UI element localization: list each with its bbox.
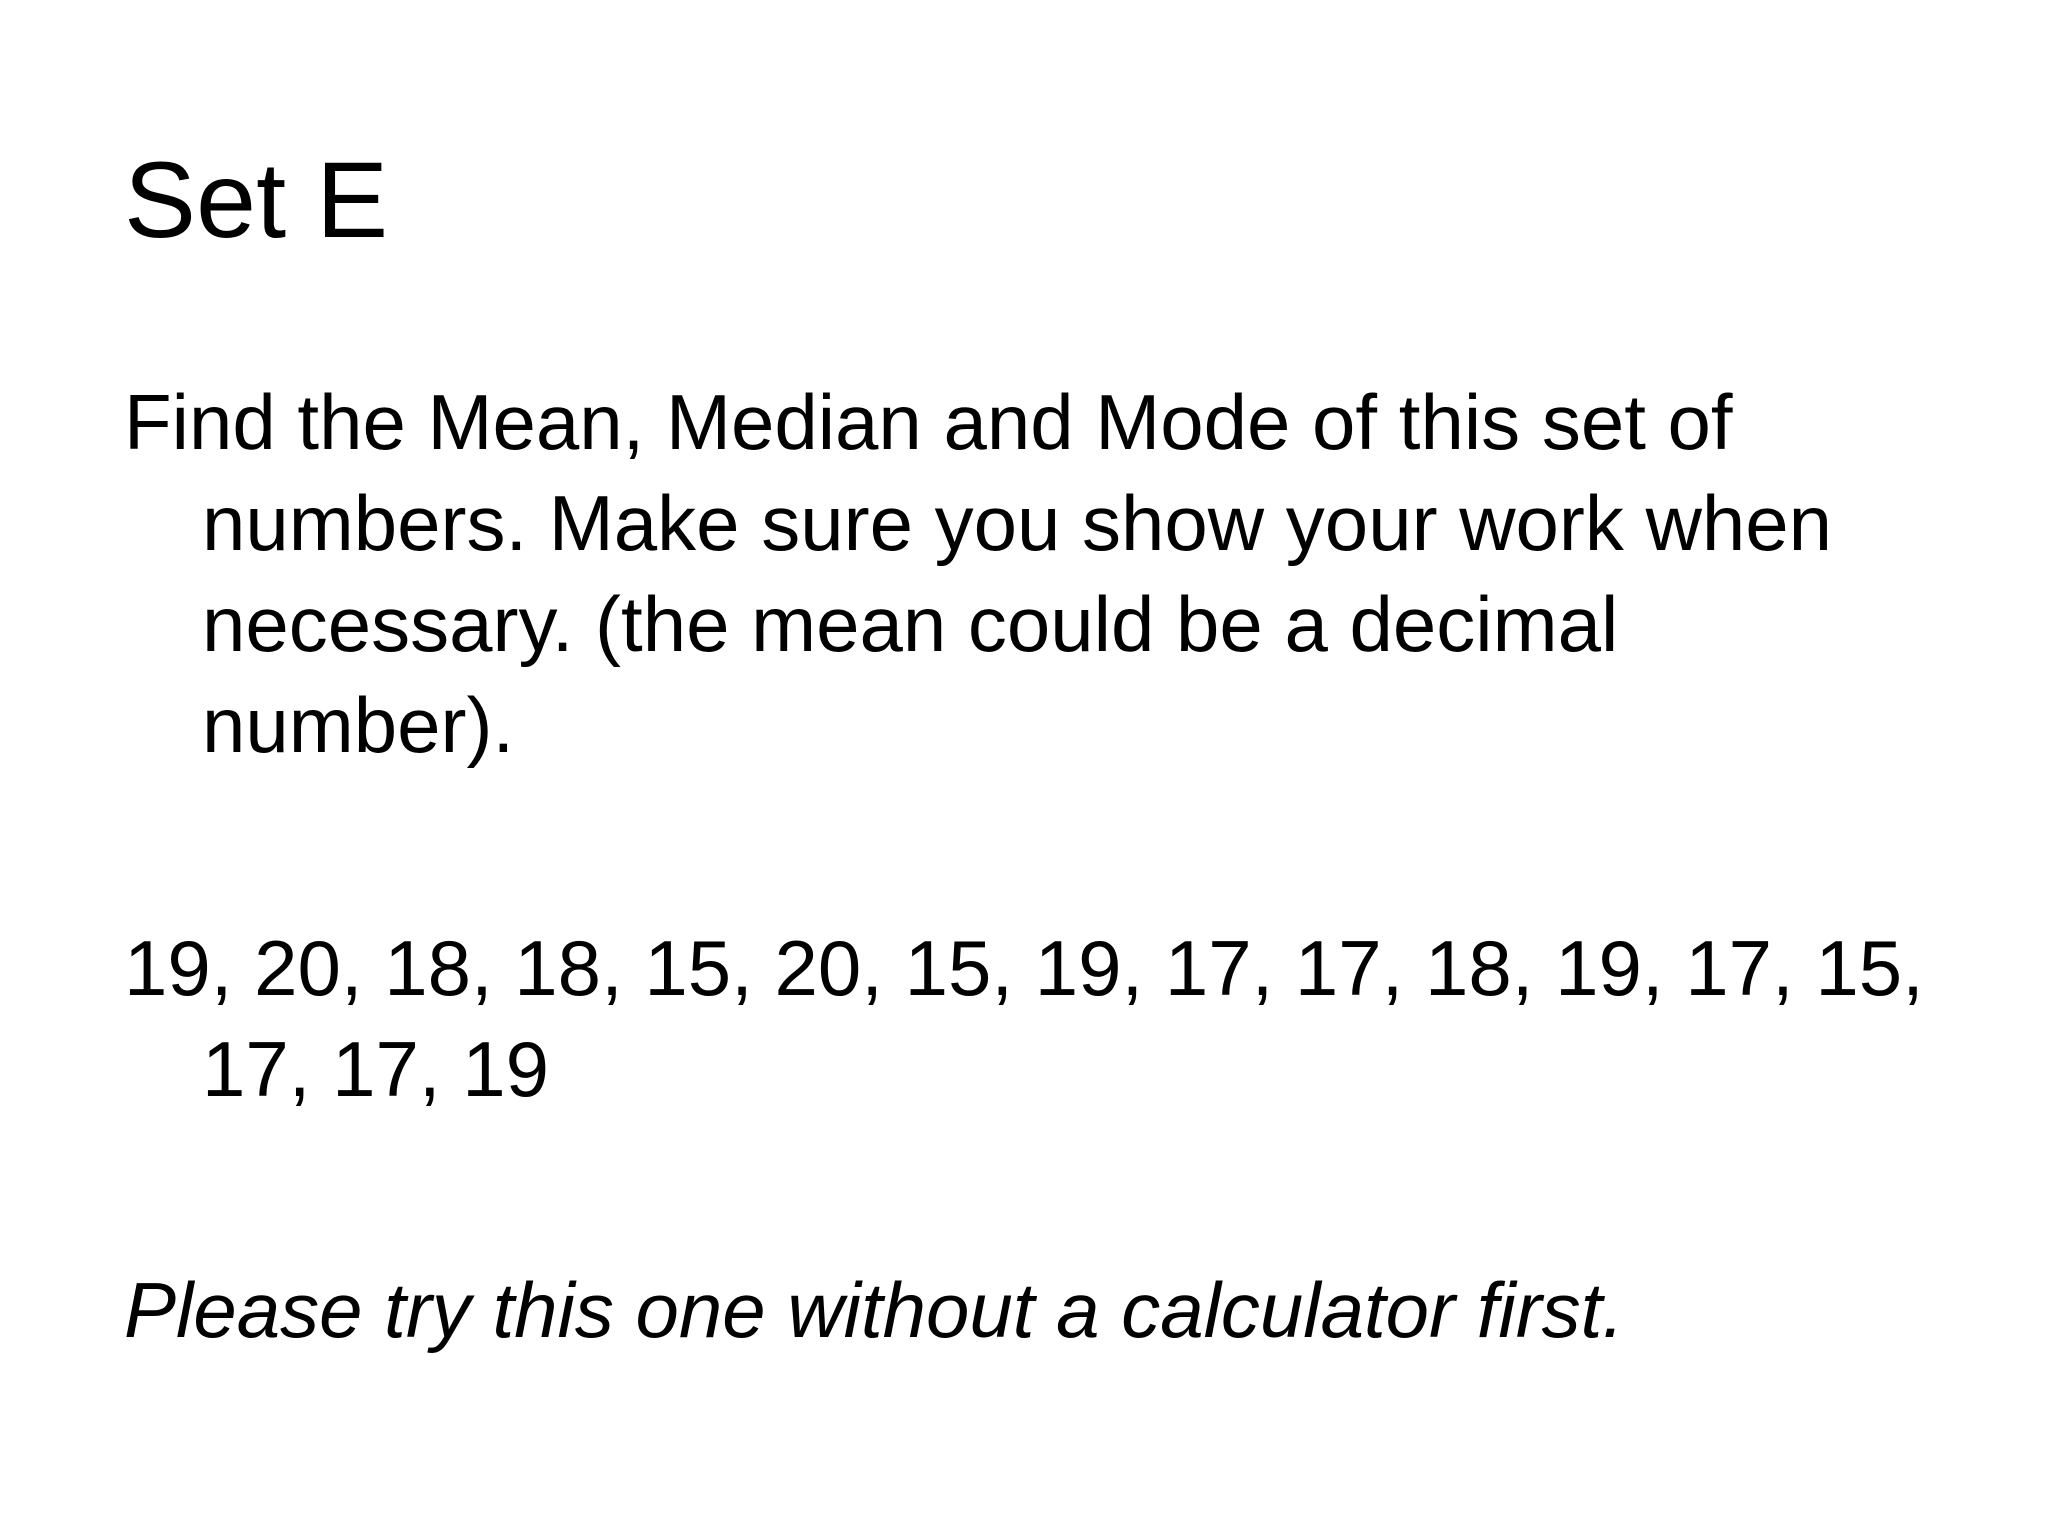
slide-title: Set E [124, 139, 389, 260]
calculator-note: Please try this one without a calculator first. [124, 1266, 1625, 1354]
instructions-text: Find the Mean, Median and Mode of this set of numbers. Make sure you show your work when necessary. (the mean could be a decimal number). [124, 378, 1833, 769]
number-list: 19, 20, 18, 18, 15, 20, 15, 19, 17, 17, 18, 19, 17, 15, 17, 17, 19 [124, 924, 1924, 1113]
